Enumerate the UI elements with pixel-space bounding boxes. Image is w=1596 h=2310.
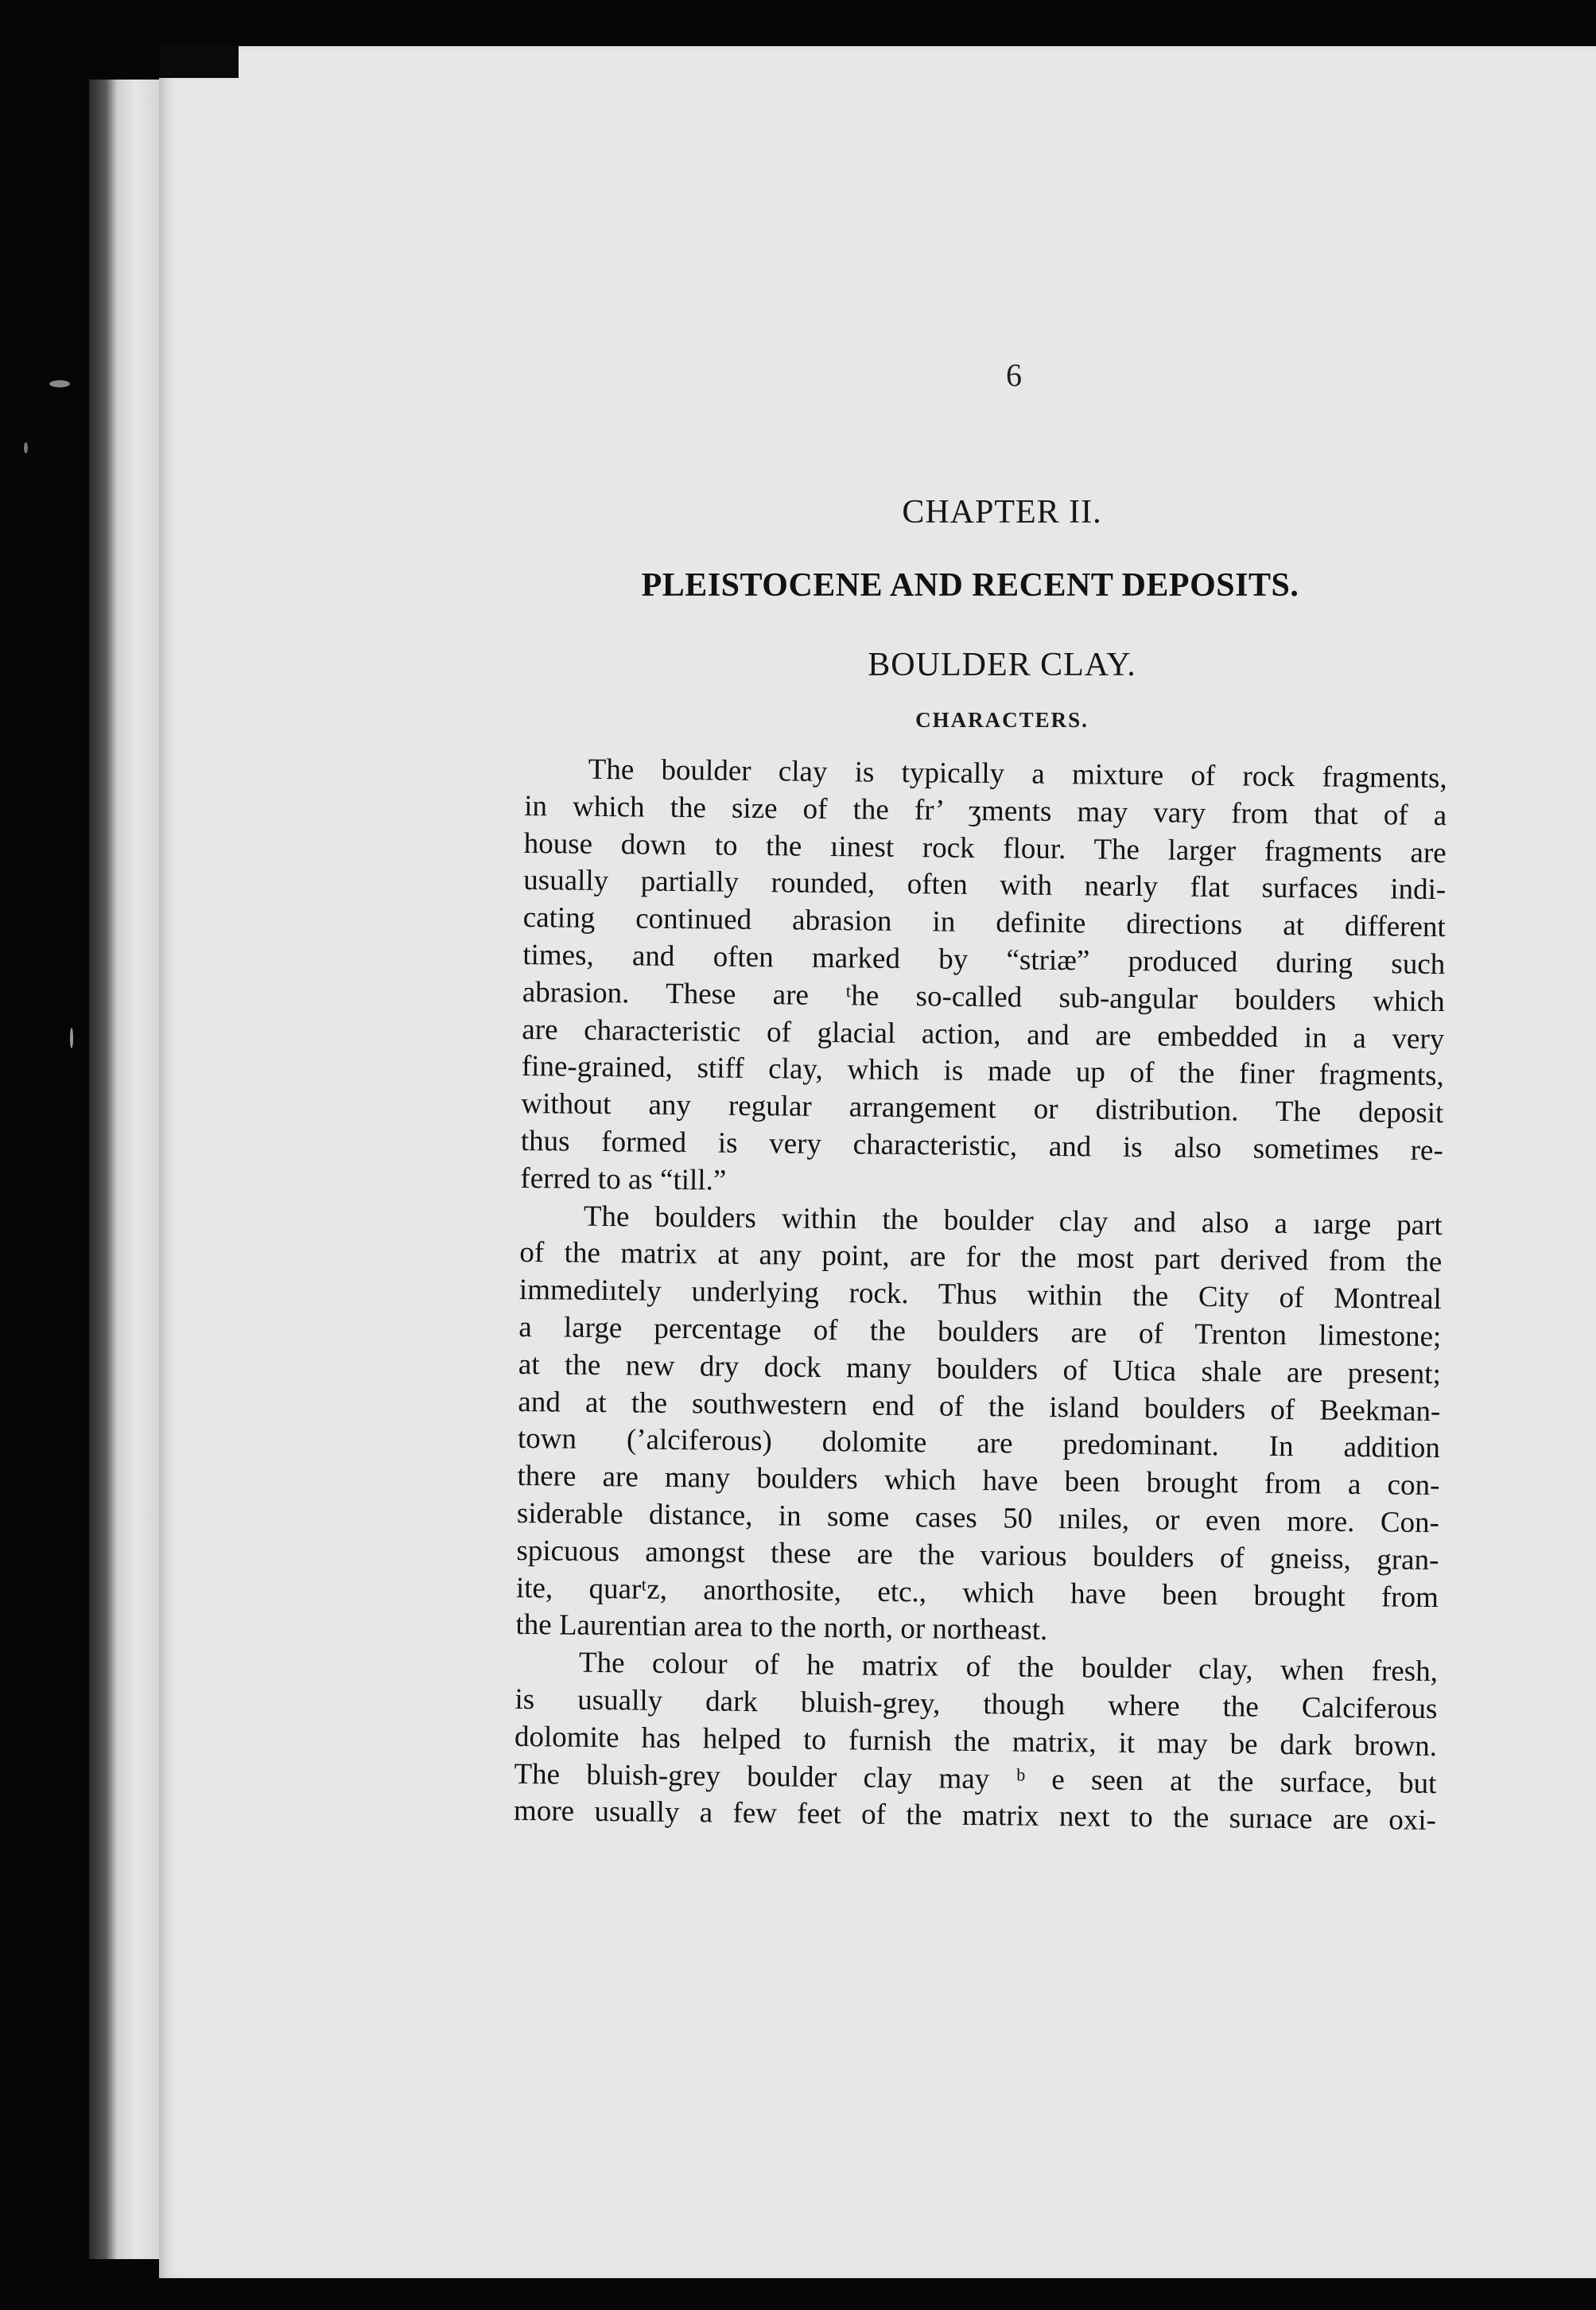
text-line: usually partially rounded, often with nearly flat surfaces indi- [523, 864, 1446, 907]
text-line: a large percentage of the boulders are of Trenton limestone; [518, 1310, 1442, 1354]
text-line: thus formed is very characteristic, and is also sometimes re- [520, 1124, 1444, 1168]
text-line: is usually dark bluish-grey, though where the Calciferous [515, 1682, 1438, 1726]
page-corner-shadow [159, 46, 239, 78]
text-line: dolomite has helped to furnish the matrix, it may be dark brown. [514, 1720, 1438, 1763]
text-line: there are many boulders which have been brought from a con- [517, 1460, 1440, 1503]
text-line: more usually a few feet of the matrix next to the surıace are oxi- [513, 1795, 1437, 1838]
text-line: The boulder clay is typically a mixture of rock fragments, [588, 752, 1447, 795]
text-line: ite, quarᵗz, anorthosite, etc., which have been brought from [515, 1571, 1439, 1614]
text-line: of the matrix at any point, are for the most part derived from the [519, 1236, 1443, 1279]
text-line: house down to the ıinest rock flour. The larger fragments are [523, 826, 1446, 869]
text-line: The colour of he matrix of the boulder clay, when fresh, [578, 1646, 1439, 1689]
text-line: fine-grained, stiff clay, which is made up of the finer fragments, [521, 1050, 1444, 1093]
text-line: the Laurentian area to the north, or northeast. [515, 1608, 1048, 1647]
subsection-title: BOULDER CLAY. [868, 647, 1136, 683]
text-line: town (’alciferous) dolomite are predominant. In addition [517, 1422, 1441, 1465]
page-number: 6 [1006, 357, 1022, 393]
text-line: The bluish-grey boulder clay may ᵇ e seen at the surface, but [514, 1757, 1437, 1800]
text-line: cating continued abrasion in definite directions at different [522, 901, 1446, 944]
text-line: without any regular arrangement or distribution. The deposit [521, 1087, 1444, 1130]
text-line: and at the southwestern end of the island boulders of Beekman- [518, 1385, 1441, 1428]
text-line: times, and often marked by “striæ” produced during such [522, 938, 1446, 982]
section-title: PLEISTOCENE AND RECENT DEPOSITS. [641, 567, 1299, 604]
dust-mark [70, 1028, 73, 1048]
text-line: abrasion. These are ᵗhe so-called sub-angular boulders which [522, 975, 1445, 1018]
text-line: ferred to as “till.” [520, 1161, 727, 1197]
chapter-heading: CHAPTER II. [902, 494, 1102, 531]
text-line: spicuous amongst these are the various boulders of gneiss, gran- [516, 1534, 1439, 1577]
body-text [514, 751, 1447, 1840]
dust-mark [49, 380, 70, 387]
text-line: immediıtely underlying rock. Thus within the City of Montreal [518, 1274, 1443, 1316]
text-line: in which the size of the fr’ ʒments may vary from that of a [524, 789, 1447, 832]
text-line: The boulders within the boulder clay and also a ıarge part [583, 1200, 1443, 1242]
text-line: are characteristic of glacial action, and are embedded in a very [522, 1013, 1445, 1056]
text-line: siderable distance, in some cases 50 ıniles, or even more. Con- [516, 1496, 1440, 1540]
subheading: CHARACTERS. [915, 708, 1089, 732]
text-line: at the new dry dock many boulders of Utica shale are present; [518, 1348, 1442, 1390]
dust-mark [24, 442, 28, 453]
